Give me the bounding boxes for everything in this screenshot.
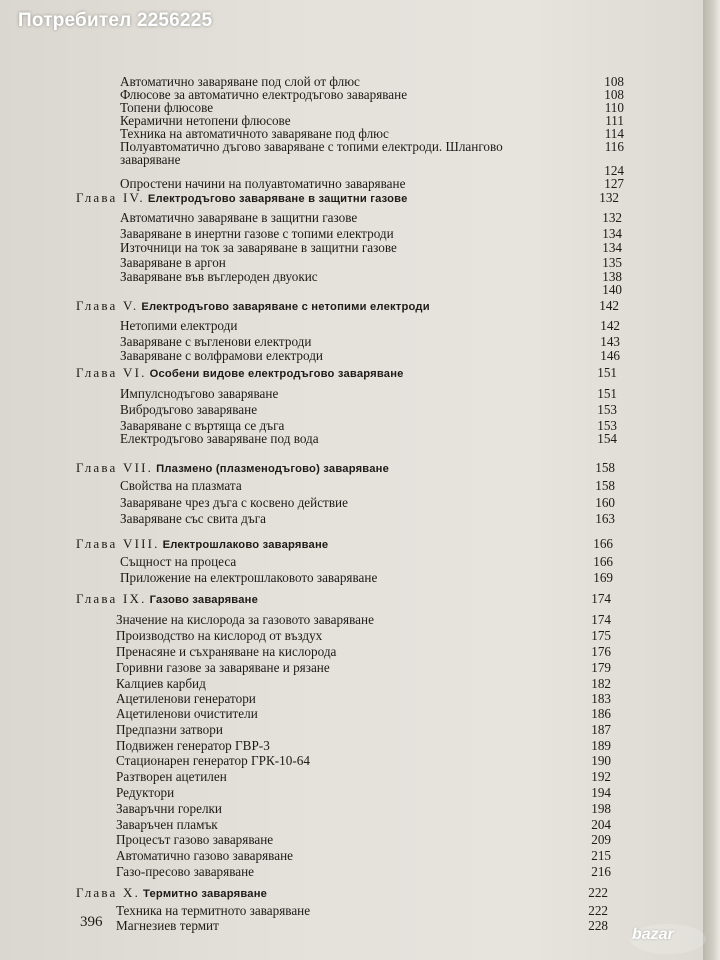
chapter-label: Глава IX. [76, 591, 147, 606]
toc-page-number: 151 [597, 365, 617, 380]
toc-entry-title: Предпазни затвори [116, 722, 223, 737]
toc-entry-title: Автоматично газово заваряване [116, 848, 293, 863]
toc-page-number: 151 [597, 386, 617, 401]
toc-entry-title: Електродъгово заваряване под вода [120, 431, 319, 446]
toc-entry-title: Автоматично заваряване под слой от флюс [120, 74, 360, 89]
toc-entry [120, 495, 615, 510]
toc-page-number: 174 [591, 612, 611, 627]
toc-entry [120, 318, 620, 333]
page-number: 396 [80, 914, 103, 930]
toc-page-number: 215 [591, 848, 611, 863]
toc-entry-title: Нетопими електроди [120, 318, 238, 333]
toc-page-number: 134 [602, 226, 622, 241]
toc-page-number: 163 [595, 511, 615, 526]
toc-entry-title: Вибродъгово заваряване [120, 402, 258, 417]
toc-page-number: 228 [588, 918, 608, 933]
toc-entry [116, 832, 611, 847]
toc-page-number: 182 [591, 676, 611, 691]
toc-entry [116, 848, 611, 863]
toc-page-number: 140 [602, 282, 622, 297]
toc-page-number: 169 [593, 570, 613, 585]
toc-page-number: 142 [599, 298, 619, 313]
toc-page-number: 192 [591, 769, 611, 784]
toc-entry-title: Заваряване в аргон [120, 255, 226, 270]
chapter-heading [76, 591, 611, 606]
toc-page-number: 108 [604, 87, 624, 102]
chapter-heading [76, 536, 613, 551]
toc-entry [116, 722, 611, 737]
chapter-label: Глава VIII. [76, 536, 160, 551]
toc-entry-title: Керамични нетопени флюсове [120, 113, 291, 128]
chapter-title: Термитно заваряване [143, 888, 268, 900]
toc-entry-title: Заваряване в инертни газове с топими електроди [120, 226, 394, 241]
toc-page-number: 134 [602, 240, 622, 255]
toc-entry [120, 210, 622, 225]
toc-entry [116, 903, 608, 918]
toc-entry-title: Стационарен генератор ГРК-10-64 [116, 753, 310, 768]
toc-entry [116, 769, 611, 784]
toc-page-number: 222 [588, 903, 608, 918]
toc-entry-title: Свойства на плазмата [120, 478, 242, 493]
toc-page-number: 166 [593, 536, 613, 551]
toc-page-number: 222 [588, 885, 608, 900]
toc-page-number: 174 [591, 591, 611, 606]
toc-entry-title: Ацетиленови генератори [116, 691, 256, 706]
toc-entry-title: Автоматично заваряване в защитни газове [120, 210, 358, 225]
toc-entry [120, 554, 613, 569]
toc-page-number: 132 [599, 190, 619, 205]
toc-entry [116, 738, 611, 753]
toc-entry-title: Заваряване с волфрамови електроди [120, 348, 323, 363]
toc-entry-title: Техника на автоматичното заваряване под флюс [120, 126, 389, 141]
toc-entry [120, 386, 617, 401]
toc-entry-title: Разтворен ацетилен [116, 769, 227, 784]
toc-page-number: 146 [600, 348, 620, 363]
chapter-title: Плазмено (плазменодъгово) заваряване [156, 463, 390, 475]
toc-entry [120, 255, 622, 270]
chapter-heading [76, 365, 617, 380]
chapter-text [76, 190, 408, 205]
toc-entry-title: Заваряване във въглероден двуокис [120, 269, 318, 284]
bazar-brand-text: bazar [632, 926, 674, 943]
chapter-heading [76, 885, 608, 900]
chapter-title: Електродъгово заваряване с нетопими електроди [141, 301, 430, 313]
toc-page-number: 143 [600, 334, 620, 349]
toc-page-number: 204 [591, 817, 611, 832]
chapter-text [76, 365, 404, 380]
toc-page-number: 154 [597, 431, 617, 446]
toc-entry [116, 864, 611, 879]
chapter-title: Особени видове електродъгово заваряване [149, 368, 404, 380]
toc-page-number: 209 [591, 832, 611, 847]
chapter-label: Глава X. [76, 885, 141, 900]
toc-page-number: 153 [597, 418, 617, 433]
toc-entry [116, 918, 608, 933]
toc-entry [116, 691, 611, 706]
toc-entry [120, 478, 615, 493]
toc-page-number: 110 [604, 100, 624, 115]
toc-page-number: 142 [600, 318, 620, 333]
toc-entry [116, 753, 611, 768]
toc-page-number: 153 [597, 402, 617, 417]
toc-page-number: 187 [591, 722, 611, 737]
chapter-label: Глава VI. [76, 365, 147, 380]
chapter-title: Електродъгово заваряване в защитни газове [147, 193, 408, 205]
toc-entry [116, 612, 611, 627]
toc-page-number: 108 [604, 74, 624, 89]
toc-page-number: 175 [591, 628, 611, 643]
toc-entry [120, 348, 620, 363]
toc-entry [116, 628, 611, 643]
toc-page-number: 198 [591, 801, 611, 816]
toc-entry [120, 240, 622, 255]
chapter-label: Глава VII. [76, 460, 154, 475]
toc-entry [116, 644, 611, 659]
chapter-heading [76, 298, 619, 313]
toc-entry-title: Калциев карбид [116, 676, 206, 691]
toc-entry [120, 402, 617, 417]
toc-entry-title: Флюсове за автоматично електродъгово заваряване [120, 87, 408, 102]
toc-page-number: 189 [591, 738, 611, 753]
toc-page-number: 124 [604, 163, 624, 178]
toc-entry-title: Горивни газове за заваряване и рязане [116, 660, 330, 675]
chapter-text [76, 298, 430, 313]
chapter-label: Глава V. [76, 298, 139, 313]
toc-entry [120, 176, 624, 191]
toc-entry-title: Източници на ток за заваряване в защитни газове [120, 240, 397, 255]
toc-entry-title: Топени флюсове [120, 100, 214, 115]
toc-entry-title: Приложение на електрошлаковото заваряване [120, 570, 378, 585]
toc-entry-title: Заваръчен пламък [116, 817, 218, 832]
toc-entry-title: Подвижен генератор ГВР-3 [116, 738, 270, 753]
toc-entry-title: Опростени начини на полуавтоматично заваряване [120, 176, 406, 191]
chapter-heading [76, 460, 615, 475]
toc-entry-title: Значение на кислорода за газовото заваряване [116, 612, 374, 627]
toc-page-number: 158 [595, 460, 615, 475]
toc-entry [120, 334, 620, 349]
toc-page-number: 127 [604, 176, 624, 191]
chapter-text [76, 885, 267, 900]
toc-entry [120, 226, 622, 241]
toc-entry-title: Магнезиев термит [116, 918, 219, 933]
toc-page-number: 176 [591, 644, 611, 659]
toc-page-number: 190 [591, 753, 611, 768]
toc-entry-title: Заваряване с въртяща се дъга [120, 418, 285, 433]
toc-page-number: 114 [604, 126, 624, 141]
toc-page-number: 166 [593, 554, 613, 569]
toc-entry-title: Производство на кислород от въздух [116, 628, 323, 643]
toc-page-number: 111 [605, 113, 624, 128]
user-watermark: Потребител 2256225 [18, 10, 213, 31]
toc-entry-title: Ацетиленови очистители [116, 706, 258, 721]
chapter-heading [76, 190, 619, 205]
chapter-text [76, 460, 389, 475]
toc-entry-title: Импулснодъгово заваряване [120, 386, 279, 401]
toc-entry-title: Същност на процеса [120, 554, 237, 569]
chapter-text [76, 591, 258, 606]
toc-entry [120, 570, 613, 585]
toc-entry-title: Полуавтоматично дъгово заваряване с топими електроди. Шлангово [120, 139, 503, 154]
toc-page-number: 160 [595, 495, 615, 510]
toc-entry-title: Заваряване със свита дъга [120, 511, 266, 526]
toc-entry [116, 817, 611, 832]
toc-entry [116, 660, 611, 675]
toc-entry [116, 676, 611, 691]
chapter-label: Глава IV. [76, 190, 145, 205]
toc-page-number: 116 [604, 139, 624, 154]
toc-entry-title: Заваряване чрез дъга с косвено действие [120, 495, 348, 510]
toc-entry-title: заваряване [120, 152, 181, 167]
toc-page-number: 194 [591, 785, 611, 800]
chapter-title: Газово заваряване [149, 594, 259, 606]
toc-entry [116, 785, 611, 800]
toc-entry-title: Заваряване с въгленови електроди [120, 334, 312, 349]
chapter-title: Електрошлаково заваряване [162, 539, 329, 551]
toc-entry [120, 511, 615, 526]
toc-entry-title: Пренасяне и съхраняване на кислорода [116, 644, 337, 659]
toc-entry-title: Газо-пресово заваряване [116, 864, 255, 879]
toc-entry [116, 706, 611, 721]
toc-page-number: 179 [591, 660, 611, 675]
toc-entry-title: Процесът газово заваряване [116, 832, 274, 847]
toc-page-number: 138 [602, 269, 622, 284]
toc-page-number: 158 [595, 478, 615, 493]
toc-page-number: 183 [591, 691, 611, 706]
chapter-text [76, 536, 328, 551]
toc-entry-title: Техника на термитното заваряване [116, 903, 311, 918]
toc-entry [116, 801, 611, 816]
toc-entry [120, 431, 617, 446]
toc-entry-title: Заваръчни горелки [116, 801, 222, 816]
toc-page-number: 216 [591, 864, 611, 879]
toc-entry-title: Редуктори [116, 785, 175, 800]
toc-entry [120, 282, 622, 297]
toc-page-number: 135 [602, 255, 622, 270]
toc-page-number: 132 [602, 210, 622, 225]
toc-page-number: 186 [591, 706, 611, 721]
